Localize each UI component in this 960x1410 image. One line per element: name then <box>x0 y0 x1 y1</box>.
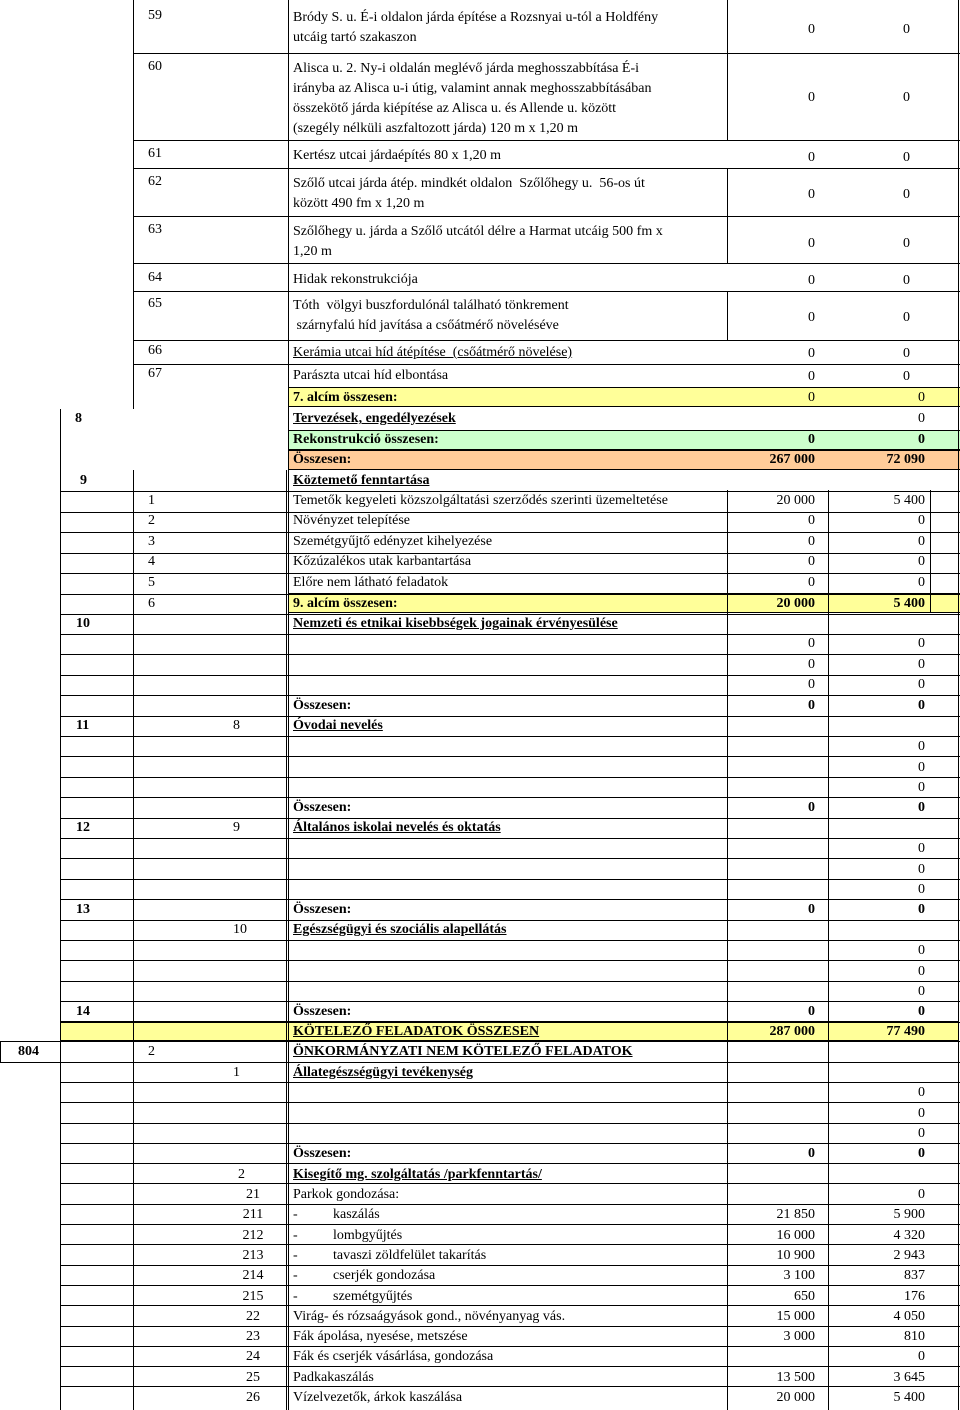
row-divider <box>60 695 960 696</box>
row-divider <box>60 716 960 717</box>
row-divider <box>60 1224 960 1225</box>
item-number: 60 <box>148 59 162 74</box>
item-number: 4 <box>148 554 155 570</box>
item-text: Parászta utcai híd elbontása <box>293 368 449 383</box>
row-divider <box>60 858 960 859</box>
item-text: Padkakaszálás <box>293 1369 374 1385</box>
column-divider <box>727 168 728 263</box>
row-divider <box>133 216 960 217</box>
row-divider <box>60 1366 960 1367</box>
value-2: 0 <box>918 411 925 426</box>
item-number: 67 <box>148 366 162 381</box>
value-2: 0 <box>918 1349 925 1365</box>
section-number: 10 <box>76 616 90 631</box>
row-divider <box>0 1041 960 1042</box>
section-number: 2 <box>148 1044 155 1059</box>
row-divider <box>60 797 960 798</box>
row-divider <box>60 553 960 554</box>
value-2: 0 <box>918 800 925 815</box>
row-divider <box>133 364 960 365</box>
item-number: 21 <box>246 1187 260 1202</box>
value-1: 0 <box>808 656 815 672</box>
row-divider <box>60 1265 960 1266</box>
value-1: 0 <box>808 90 815 105</box>
item-number: 1 <box>148 493 155 508</box>
item-text: Szemétgyűjtő edényzet kihelyezése <box>293 533 493 549</box>
item-text: Kőzúzalékos utak karbantartása <box>293 554 472 570</box>
item-number: 25 <box>246 1369 260 1385</box>
item-text: Tóth völgyi buszfordulónál található tönkrement szárnyfalú híd javítása a csőátmérő növeléséve <box>293 298 569 333</box>
row-divider <box>60 1244 960 1245</box>
row-divider <box>60 736 960 737</box>
value-2: 0 <box>918 636 925 651</box>
grand-total-label: KÖTELEZŐ FELADATOK ÖSSZESEN <box>293 1024 540 1039</box>
item-text: Növényzet telepítése <box>293 513 411 529</box>
value-2: 0 <box>918 533 925 549</box>
value-2: 0 <box>903 369 910 384</box>
section-title: Köztemető fenntartása <box>293 473 430 488</box>
value-2: 0 <box>918 780 925 795</box>
column-divider <box>133 0 134 409</box>
value-2: 837 <box>904 1268 925 1284</box>
row-divider <box>60 1082 960 1083</box>
value-2: 0 <box>918 513 925 529</box>
item-number: 215 <box>242 1288 264 1304</box>
total-label: Összesen: <box>293 1146 352 1161</box>
row-divider <box>60 920 960 921</box>
section-title: ÖNKORMÁNYZATI NEM KÖTELEZŐ FELADATOK <box>293 1044 633 1059</box>
section-number: 8 <box>75 411 82 426</box>
item-dash: - <box>293 1288 298 1304</box>
column-divider <box>727 490 728 1410</box>
row-divider <box>60 1285 960 1286</box>
value-1: 20 000 <box>776 493 815 508</box>
section-code: 804 <box>18 1044 39 1059</box>
item-number: 65 <box>148 296 162 311</box>
total-label: Összesen: <box>293 1004 352 1019</box>
value-1: 10 900 <box>776 1247 815 1263</box>
value-1: 0 <box>808 22 815 37</box>
value-1 <box>735 1185 815 1205</box>
section-title: Egészségügyi és szociális alapellátás <box>293 922 507 937</box>
row-divider <box>60 960 960 961</box>
value-1: 20 000 <box>776 596 815 611</box>
item-number: 64 <box>148 270 162 285</box>
item-text: Virág- és rózsaágyások gond., növényanyag vás. <box>293 1308 566 1324</box>
column-divider <box>60 409 61 1410</box>
item-number: 3 <box>148 533 155 549</box>
row-divider <box>60 981 960 982</box>
value-1: 0 <box>808 150 815 165</box>
value-1: 0 <box>808 236 815 251</box>
row-divider <box>60 1204 960 1205</box>
value-1: 16 000 <box>776 1227 815 1243</box>
row-divider <box>60 1001 960 1002</box>
row-divider <box>60 1123 960 1124</box>
item-number: 213 <box>242 1247 264 1263</box>
value-2: 0 <box>918 882 925 897</box>
sub-number: 9 <box>233 820 240 835</box>
item-number: 66 <box>148 343 162 358</box>
section-title: Állategészségügyi tevékenység <box>293 1065 474 1080</box>
column-divider <box>828 1021 829 1041</box>
row-divider <box>60 879 960 880</box>
value-2: 0 <box>918 1187 925 1202</box>
value-2: 0 <box>918 432 925 447</box>
row-divider <box>60 614 960 615</box>
row-divider <box>60 573 960 574</box>
item-number: 24 <box>246 1349 260 1365</box>
section-title: Általános iskolai nevelés és oktatás <box>293 820 501 835</box>
value-1: 0 <box>808 574 815 590</box>
column-divider <box>288 0 289 1410</box>
value-1 <box>735 1347 815 1367</box>
value-1: 0 <box>808 390 815 405</box>
column-divider <box>828 490 829 1410</box>
value-2: 3 645 <box>893 1369 925 1385</box>
item-text: tavaszi zöldfelület takarítás <box>333 1247 487 1263</box>
item-dash: - <box>293 1247 298 1263</box>
value-2: 0 <box>918 554 925 570</box>
value-1: 0 <box>808 369 815 384</box>
row-divider <box>60 1346 960 1347</box>
subtotal-label: 9. alcím összesen: <box>293 596 398 611</box>
value-1: 0 <box>808 310 815 325</box>
item-text: Vízelvezetők, árkok kaszálása <box>293 1390 463 1405</box>
item-number: 23 <box>246 1329 260 1345</box>
sub-number: 8 <box>233 718 240 733</box>
row-divider <box>60 940 960 941</box>
item-text: szemétgyűjtés <box>333 1288 413 1304</box>
item-number: 62 <box>148 174 162 189</box>
value-2: 0 <box>903 346 910 361</box>
row-divider <box>60 634 960 635</box>
row-divider <box>60 491 960 492</box>
column-divider <box>727 291 728 340</box>
value-2: 0 <box>918 390 925 405</box>
value-2: 0 <box>903 310 910 325</box>
sub-number: 10 <box>233 922 247 937</box>
row-divider <box>133 140 960 141</box>
sub-number: 2 <box>238 1167 245 1182</box>
item-text: cserjék gondozása <box>333 1268 436 1284</box>
section-number: 14 <box>76 1004 90 1019</box>
value-2: 5 400 <box>893 1390 925 1405</box>
subtotal-label: 7. alcím összesen: <box>293 390 398 405</box>
row-divider <box>60 838 960 839</box>
value-2: 2 943 <box>893 1247 925 1263</box>
value-2: 0 <box>903 22 910 37</box>
value-2: 0 <box>918 984 925 999</box>
value-1: 3 000 <box>783 1329 815 1345</box>
row-divider <box>60 777 960 778</box>
row-divider <box>60 1305 960 1306</box>
item-number: 63 <box>148 222 162 237</box>
value-2: 0 <box>918 759 925 775</box>
section-title: Óvodai nevelés <box>293 718 383 733</box>
value-2: 0 <box>903 236 910 251</box>
osszesen-label: Összesen: <box>293 452 352 467</box>
row-divider <box>60 756 960 757</box>
value-2: 0 <box>918 1146 925 1161</box>
item-number: 214 <box>242 1268 264 1284</box>
item-text: Előre nem látható feladatok <box>293 574 449 590</box>
item-text: Bródy S. u. É-i oldalon járda építése a Rozsnyai u-tól a Holdfény utcáig tartó szakaszon <box>293 10 659 45</box>
value-1: 20 000 <box>776 1390 815 1405</box>
value-2: 5 400 <box>893 493 925 508</box>
row-divider <box>60 1163 960 1164</box>
value-2: 4 320 <box>893 1227 925 1243</box>
value-2: 0 <box>918 1085 925 1100</box>
total-label: Összesen: <box>293 902 352 917</box>
column-divider <box>727 0 728 140</box>
column-divider <box>958 0 959 1410</box>
column-divider <box>0 1041 1 1062</box>
row-divider <box>60 654 960 655</box>
value-2: 0 <box>918 963 925 979</box>
value-2: 0 <box>918 1004 925 1019</box>
value-1: 0 <box>808 513 815 529</box>
value-2: 0 <box>903 90 910 105</box>
item-dash: - <box>293 1227 298 1243</box>
section-number: 12 <box>76 820 90 835</box>
section-number: 13 <box>76 902 90 917</box>
row-divider <box>133 168 960 169</box>
value-2: 0 <box>903 150 910 165</box>
value-1: 15 000 <box>776 1308 815 1324</box>
rekonstrukcio-label: Rekonstrukció összesen: <box>293 432 439 447</box>
value-2: 0 <box>903 187 910 202</box>
item-number: 212 <box>242 1227 264 1243</box>
value-2: 5 900 <box>893 1207 925 1223</box>
value-2: 0 <box>903 273 910 288</box>
value-2: 0 <box>918 739 925 754</box>
value-2: 0 <box>918 1126 925 1141</box>
item-number: 26 <box>246 1390 260 1405</box>
row-divider <box>0 1062 960 1063</box>
row-divider <box>60 1386 960 1387</box>
item-number: 2 <box>148 513 155 529</box>
row-divider <box>60 594 960 595</box>
item-text: lombgyűjtés <box>333 1227 403 1243</box>
value-2: 810 <box>904 1329 925 1345</box>
item-text: Alisca u. 2. Ny-i oldalán meglévő járda meghosszabbítása É-i irányba az Alisca u-i útig, valamint annak meghosszabbításában összekötő járda kiépítése az Alisca u. és Allende u. között (szegély nélküli aszfaltozott járda) 120 m x 1,20 m <box>293 61 652 136</box>
item-number: 211 <box>242 1207 264 1223</box>
item-text: Kertész utcai járdaépítés 80 x 1,20 m <box>293 148 501 163</box>
value-1: 0 <box>808 432 815 447</box>
item-text: Hidak rekonstrukciója <box>293 272 418 287</box>
row-divider <box>60 818 960 819</box>
value-1: 0 <box>808 636 815 651</box>
item-text: Szőlőhegy u. járda a Szőlő utcától délre a Harmat utcáig 500 fm x 1,20 m <box>293 224 663 259</box>
section-title: Kisegítő mg. szolgáltatás /parkfenntartás/ <box>293 1167 542 1182</box>
section-title: Nemzeti és etnikai kisebbségek jogainak érvényesülése <box>293 616 618 631</box>
item-text: Szőlő utcai járda átép. mindkét oldalon Szőlőhegy u. 56-os út között 490 fm x 1,20 m <box>293 176 645 211</box>
value-1: 0 <box>808 187 815 202</box>
item-text: Fák ápolása, nyesése, metszése <box>293 1329 468 1345</box>
row-divider <box>60 1102 960 1103</box>
value-1: 0 <box>808 902 815 917</box>
row-divider <box>60 899 960 900</box>
value-2: 0 <box>918 902 925 917</box>
value-2: 0 <box>918 841 925 856</box>
value-2: 0 <box>918 574 925 590</box>
value-2: 0 <box>918 677 925 692</box>
item-text: kaszálás <box>333 1207 380 1223</box>
value-1: 267 000 <box>769 452 815 467</box>
item-number: 61 <box>148 146 162 161</box>
item-number: 59 <box>148 8 162 23</box>
row-divider <box>60 512 960 513</box>
item-text: Kerámia utcai híd átépítése (csőátmérő növelése) <box>293 345 573 360</box>
value-1: 0 <box>808 533 815 549</box>
row-divider <box>60 1183 960 1184</box>
value-2: 72 090 <box>886 452 925 467</box>
row-divider <box>60 1022 960 1023</box>
value-2: 0 <box>918 861 925 877</box>
value-1: 0 <box>808 273 815 288</box>
value-2: 77 490 <box>886 1024 925 1039</box>
total-label: Összesen: <box>293 800 352 815</box>
section-number: 11 <box>76 718 90 733</box>
section-title: Tervezések, engedélyezések <box>293 411 456 426</box>
value-1: 0 <box>808 346 815 361</box>
row-divider <box>133 291 960 292</box>
value-1: 0 <box>808 677 815 692</box>
value-2: 5 400 <box>893 596 925 611</box>
value-1: 3 100 <box>783 1268 815 1284</box>
value-1: 0 <box>808 554 815 570</box>
value-1: 21 850 <box>776 1207 815 1223</box>
section-number: 9 <box>80 473 87 488</box>
total-label: Összesen: <box>293 698 352 713</box>
item-text: Fák és cserjék vásárlása, gondozása <box>293 1349 494 1365</box>
row-divider <box>60 1143 960 1144</box>
value-1: 0 <box>808 1146 815 1161</box>
row-divider <box>60 1326 960 1327</box>
row-divider <box>133 53 960 54</box>
row-divider <box>133 340 960 341</box>
value-1: 0 <box>808 698 815 713</box>
value-2: 0 <box>918 698 925 713</box>
value-1: 13 500 <box>776 1369 815 1385</box>
row-divider <box>60 532 960 533</box>
value-2: 4 050 <box>893 1308 925 1324</box>
value-1: 0 <box>808 800 815 815</box>
value-2: 176 <box>904 1288 925 1304</box>
item-dash: - <box>293 1268 298 1284</box>
item-text: Parkok gondozása: <box>293 1187 400 1202</box>
row-divider <box>133 263 960 264</box>
item-text: Temetők kegyeleti közszolgáltatási szerződés szerinti üzemeltetése <box>293 493 668 508</box>
value-1: 287 000 <box>769 1024 815 1039</box>
value-1: 0 <box>808 1004 815 1019</box>
value-1: 650 <box>794 1288 815 1304</box>
value-2: 0 <box>918 1105 925 1121</box>
row-divider <box>60 675 960 676</box>
item-number: 5 <box>148 574 155 590</box>
item-dash: - <box>293 1207 298 1223</box>
item-number: 6 <box>148 596 155 611</box>
value-2: 0 <box>918 656 925 672</box>
sub-number: 1 <box>233 1065 240 1080</box>
item-number: 22 <box>246 1308 260 1324</box>
value-2: 0 <box>918 943 925 958</box>
